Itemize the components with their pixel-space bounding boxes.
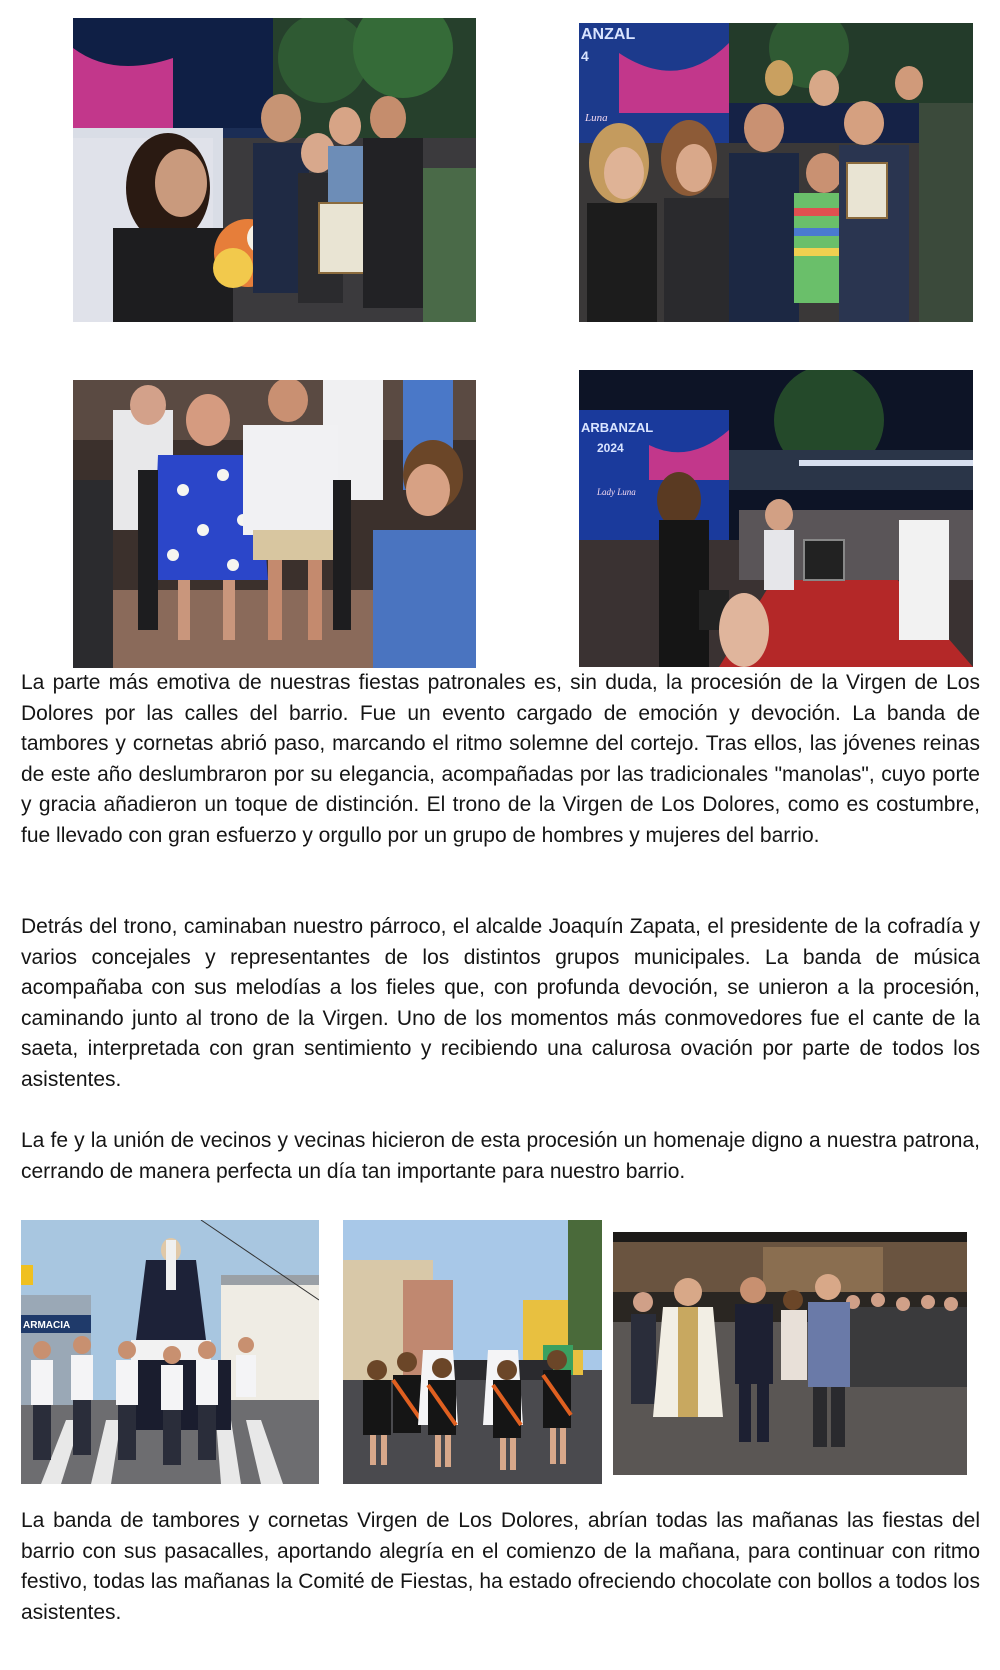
- paragraph-behind-throne: Detrás del trono, caminaban nuestro párroco, el alcalde Joaquín Zapata, el presidente de la cofradía y varios concejales y representantes de los distintos grupos municipales. La banda de música acompañaba con sus melodías a los fieles que, con profunda devoción, se unieron a la procesión, caminando junto al trono de la Virgen. Uno de los momentos más conmovedores fue el cante de la saeta, interpretada con gran sentimiento y recibiendo una calurosa ovación por parte de todos los asistentes.: [21, 915, 980, 1091]
- paragraph-faith-union: La fe y la unión de vecinos y vecinas hicieron de esta procesión un homenaje digno a nuestra patrona, cerrando de manera perfecta un día tan importante para nuestro barrio.: [21, 1129, 980, 1183]
- svg-text:Luna: Luna: [585, 112, 608, 124]
- svg-text:2024: 2024: [597, 441, 624, 455]
- photo-priest-night-procession: [613, 1232, 967, 1475]
- photo-procession-virgin: [21, 1220, 319, 1484]
- svg-text:4: 4: [581, 48, 589, 64]
- photo-award-diploma-group: [579, 23, 973, 322]
- paragraph-band-mornings: La banda de tambores y cornetas Virgen de Los Dolores, abrían todas las mañanas las fiestas del barrio con sus pasacalles, aportando alegría en el comienzo de la mañana, para continuar con ritmo festivo, todas las mañanas la Comité de Fiestas, ha estado ofreciendo chocolate con bollos a todos los asistentes.: [21, 1509, 980, 1624]
- photo-stage-ceremony: [579, 370, 973, 667]
- photo-girls-procession: [343, 1220, 602, 1484]
- svg-text:ARBANZAL: ARBANZAL: [581, 420, 654, 435]
- svg-text:ARMACIA: ARMACIA: [23, 1320, 71, 1331]
- photo-seated-elders: [73, 380, 476, 668]
- banner-text: ANZAL: [581, 26, 636, 43]
- photo-award-bouquet: [73, 18, 476, 322]
- paragraph-procession-intro: La parte más emotiva de nuestras fiestas patronales es, sin duda, la procesión de la Virgen de Los Dolores por las calles del barrio. Fue un evento cargado de emoción y devoción. La banda de tambores y cornetas abrió paso, marcando el ritmo solemne del cortejo. Tras ellos, las jóvenes reinas de este año deslumbraron por su elegancia, acompañadas por las tradicionales "manolas", cuyo porte y gracia añadieron un toque de distinción. El trono de la Virgen de Los Dolores, como es costumbre, fue llevado con gran esfuerzo y orgullo por un grupo de hombres y mujeres del barrio.: [21, 671, 980, 847]
- svg-text:Lady Luna: Lady Luna: [597, 487, 636, 497]
